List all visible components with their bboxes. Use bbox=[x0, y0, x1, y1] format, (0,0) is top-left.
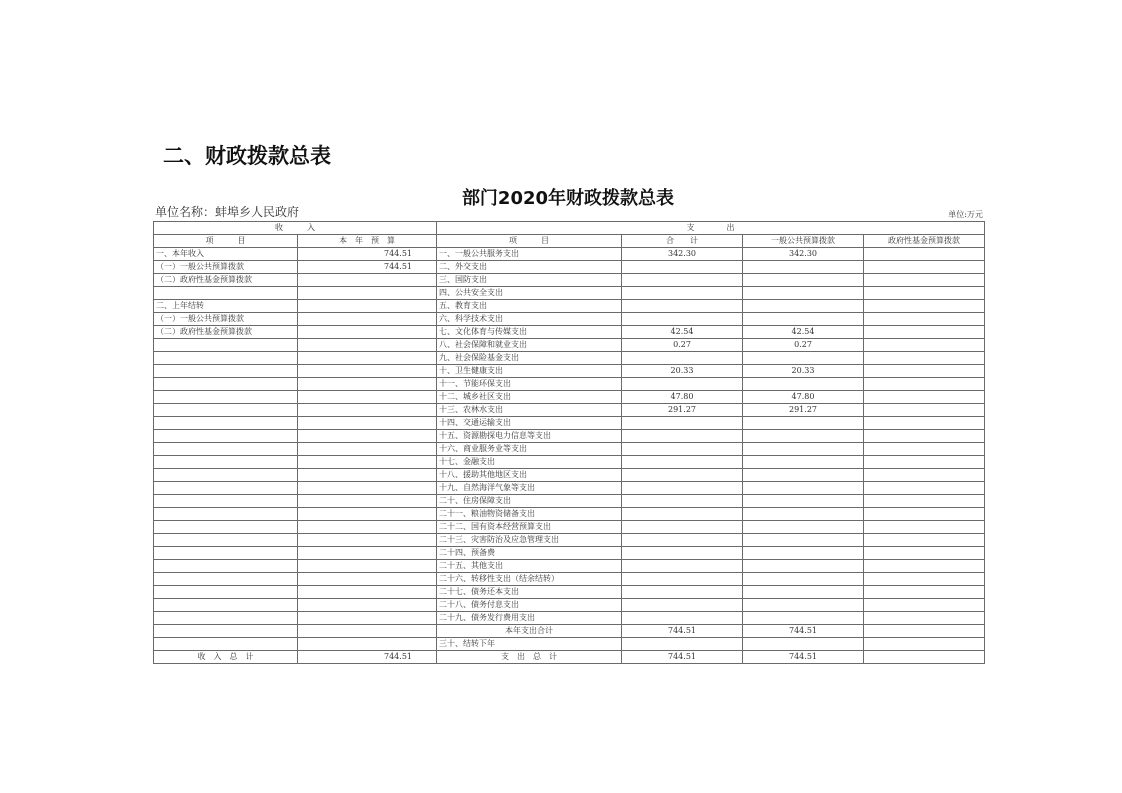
income-item-cell bbox=[154, 469, 298, 482]
expense-general-cell bbox=[743, 612, 864, 625]
expense-item-cell: 二十八、债务付息支出 bbox=[437, 599, 622, 612]
expense-fund-cell bbox=[864, 560, 985, 573]
income-item-cell bbox=[154, 612, 298, 625]
expense-item-header: 项 目 bbox=[437, 235, 622, 248]
table-row bbox=[154, 300, 985, 313]
income-item-cell: 一、本年收入 bbox=[154, 248, 298, 261]
expense-fund-cell bbox=[864, 365, 985, 378]
expense-general-cell bbox=[743, 469, 864, 482]
table-row bbox=[154, 313, 985, 326]
table-row bbox=[154, 339, 985, 352]
expense-total-cell: 342.30 bbox=[622, 248, 743, 261]
income-amount-cell bbox=[298, 612, 437, 625]
expense-grand-general: 744.51 bbox=[743, 651, 864, 664]
expense-fund-cell bbox=[864, 352, 985, 365]
table-row bbox=[154, 521, 985, 534]
carry-total bbox=[622, 638, 743, 651]
expense-fund-cell bbox=[864, 261, 985, 274]
expense-total-cell: 20.33 bbox=[622, 365, 743, 378]
expense-total-cell bbox=[622, 378, 743, 391]
expense-total-cell: 291.27 bbox=[622, 404, 743, 417]
income-amount-cell bbox=[298, 326, 437, 339]
expense-total-cell: 0.27 bbox=[622, 339, 743, 352]
income-item-header: 项 目 bbox=[154, 235, 298, 248]
empty-cell bbox=[154, 625, 298, 638]
income-item-cell bbox=[154, 391, 298, 404]
expense-general-cell bbox=[743, 534, 864, 547]
grand-total-row bbox=[154, 651, 985, 664]
expense-fund-cell bbox=[864, 404, 985, 417]
table-row bbox=[154, 287, 985, 300]
unit-currency-label: 单位:万元 bbox=[948, 210, 983, 219]
empty-cell bbox=[298, 625, 437, 638]
table-row bbox=[154, 508, 985, 521]
income-item-cell bbox=[154, 456, 298, 469]
expense-item-cell: 十九、自然海洋气象等支出 bbox=[437, 482, 622, 495]
header-row-columns bbox=[154, 235, 985, 248]
expense-general-cell: 0.27 bbox=[743, 339, 864, 352]
expense-general-cell bbox=[743, 261, 864, 274]
expense-general-cell bbox=[743, 495, 864, 508]
table-row bbox=[154, 560, 985, 573]
expense-general-cell bbox=[743, 352, 864, 365]
expense-total-cell bbox=[622, 287, 743, 300]
expense-fund-header: 政府性基金预算拨款 bbox=[864, 235, 985, 248]
expense-item-cell: 三、国防支出 bbox=[437, 274, 622, 287]
expense-general-cell bbox=[743, 274, 864, 287]
income-item-cell bbox=[154, 586, 298, 599]
income-total-label: 收 入 总 计 bbox=[154, 651, 298, 664]
expense-total-cell bbox=[622, 521, 743, 534]
income-item-cell bbox=[154, 573, 298, 586]
expense-total-cell bbox=[622, 534, 743, 547]
income-amount-cell bbox=[298, 300, 437, 313]
expense-total-cell bbox=[622, 586, 743, 599]
expense-fund-cell bbox=[864, 469, 985, 482]
income-amount-cell bbox=[298, 521, 437, 534]
expense-general-cell bbox=[743, 378, 864, 391]
expense-item-cell: 四、公共安全支出 bbox=[437, 287, 622, 300]
expense-item-cell: 十六、商业服务业等支出 bbox=[437, 443, 622, 456]
expense-total-cell bbox=[622, 599, 743, 612]
income-item-cell bbox=[154, 547, 298, 560]
table-row bbox=[154, 417, 985, 430]
expense-fund-cell bbox=[864, 599, 985, 612]
table-row bbox=[154, 456, 985, 469]
expense-total-cell bbox=[622, 612, 743, 625]
expense-item-cell: 二十四、预备费 bbox=[437, 547, 622, 560]
expense-item-cell: 十二、城乡社区支出 bbox=[437, 391, 622, 404]
table-row bbox=[154, 378, 985, 391]
income-item-cell bbox=[154, 508, 298, 521]
expense-header: 支 出 bbox=[437, 222, 985, 235]
expense-fund-cell bbox=[864, 430, 985, 443]
expense-item-cell: 二十五、其他支出 bbox=[437, 560, 622, 573]
expense-total-cell bbox=[622, 430, 743, 443]
table-row bbox=[154, 430, 985, 443]
expense-item-cell: 十八、援助其他地区支出 bbox=[437, 469, 622, 482]
income-amount-cell bbox=[298, 534, 437, 547]
expense-item-cell: 二十七、债务还本支出 bbox=[437, 586, 622, 599]
income-item-cell bbox=[154, 417, 298, 430]
expense-total-cell: 42.54 bbox=[622, 326, 743, 339]
expense-general-cell bbox=[743, 573, 864, 586]
income-item-cell bbox=[154, 443, 298, 456]
expense-total-cell bbox=[622, 495, 743, 508]
table-row bbox=[154, 248, 985, 261]
table-row bbox=[154, 326, 985, 339]
expense-total-cell bbox=[622, 313, 743, 326]
expense-fund-cell bbox=[864, 456, 985, 469]
income-budget-header: 本 年 预 算 bbox=[298, 235, 437, 248]
expense-general-cell: 342.30 bbox=[743, 248, 864, 261]
carry-fund bbox=[864, 638, 985, 651]
unit-name-label: 单位名称：蚌埠乡人民政府 bbox=[155, 205, 300, 219]
income-item-cell bbox=[154, 495, 298, 508]
expense-fund-cell bbox=[864, 274, 985, 287]
expense-general-cell: 291.27 bbox=[743, 404, 864, 417]
expense-fund-cell bbox=[864, 417, 985, 430]
income-item-cell bbox=[154, 482, 298, 495]
table-row bbox=[154, 612, 985, 625]
expense-general-cell bbox=[743, 443, 864, 456]
income-amount-cell bbox=[298, 287, 437, 300]
expense-general-cell bbox=[743, 456, 864, 469]
income-amount-cell bbox=[298, 482, 437, 495]
expense-item-cell: 十五、资源勘探电力信息等支出 bbox=[437, 430, 622, 443]
expense-item-cell: 二十九、债务发行费用支出 bbox=[437, 612, 622, 625]
expense-general-cell: 47.80 bbox=[743, 391, 864, 404]
expense-item-cell: 十四、交通运输支出 bbox=[437, 417, 622, 430]
expense-total-label: 支 出 总 计 bbox=[437, 651, 622, 664]
expense-total-cell bbox=[622, 508, 743, 521]
income-item-cell bbox=[154, 404, 298, 417]
income-amount-cell bbox=[298, 378, 437, 391]
income-amount-cell bbox=[298, 443, 437, 456]
expense-item-cell: 十、卫生健康支出 bbox=[437, 365, 622, 378]
expense-item-cell: 九、社会保险基金支出 bbox=[437, 352, 622, 365]
expense-item-cell: 二十六、转移性支出（结余结转） bbox=[437, 573, 622, 586]
income-amount-cell bbox=[298, 417, 437, 430]
income-item-cell bbox=[154, 430, 298, 443]
income-item-cell bbox=[154, 365, 298, 378]
table-row bbox=[154, 443, 985, 456]
expense-fund-cell bbox=[864, 573, 985, 586]
expense-total-cell bbox=[622, 469, 743, 482]
income-amount-cell bbox=[298, 508, 437, 521]
income-item-cell bbox=[154, 378, 298, 391]
expense-item-cell: 一、一般公共服务支出 bbox=[437, 248, 622, 261]
table-row bbox=[154, 586, 985, 599]
expense-item-cell: 二十、住房保障支出 bbox=[437, 495, 622, 508]
income-item-cell bbox=[154, 287, 298, 300]
expense-total-cell bbox=[622, 560, 743, 573]
expense-general-cell bbox=[743, 287, 864, 300]
expense-item-cell: 七、文化体育与传媒支出 bbox=[437, 326, 622, 339]
income-header: 收 入 bbox=[154, 222, 437, 235]
expense-fund-cell bbox=[864, 547, 985, 560]
expense-fund-cell bbox=[864, 534, 985, 547]
expense-total-cell: 47.80 bbox=[622, 391, 743, 404]
expense-total-cell bbox=[622, 300, 743, 313]
expense-item-cell: 十一、节能环保支出 bbox=[437, 378, 622, 391]
table-row bbox=[154, 495, 985, 508]
expense-total-cell bbox=[622, 456, 743, 469]
expense-fund-cell bbox=[864, 391, 985, 404]
expense-total-cell bbox=[622, 443, 743, 456]
expense-fund-cell bbox=[864, 482, 985, 495]
table-row bbox=[154, 404, 985, 417]
income-item-cell bbox=[154, 560, 298, 573]
income-amount-cell bbox=[298, 586, 437, 599]
income-item-cell bbox=[154, 534, 298, 547]
appropriation-table bbox=[153, 221, 985, 664]
expense-fund-cell bbox=[864, 300, 985, 313]
table-row bbox=[154, 261, 985, 274]
expense-general-cell bbox=[743, 547, 864, 560]
empty-cell bbox=[154, 638, 298, 651]
income-amount-cell bbox=[298, 339, 437, 352]
table-row bbox=[154, 352, 985, 365]
subtotal-label: 本年支出合计 bbox=[437, 625, 622, 638]
expense-fund-cell bbox=[864, 443, 985, 456]
header-row-group bbox=[154, 222, 985, 235]
empty-cell bbox=[298, 638, 437, 651]
table-row bbox=[154, 274, 985, 287]
expense-fund-cell bbox=[864, 326, 985, 339]
expense-total-cell bbox=[622, 352, 743, 365]
subtotal-general: 744.51 bbox=[743, 625, 864, 638]
table-row bbox=[154, 469, 985, 482]
table-row bbox=[154, 573, 985, 586]
income-amount-cell bbox=[298, 456, 437, 469]
subtotal-fund bbox=[864, 625, 985, 638]
income-amount-cell bbox=[298, 365, 437, 378]
expense-general-cell bbox=[743, 560, 864, 573]
expense-total-cell bbox=[622, 573, 743, 586]
income-amount-cell: 744.51 bbox=[298, 248, 437, 261]
expense-total-header: 合 计 bbox=[622, 235, 743, 248]
unit-line bbox=[153, 206, 983, 220]
income-amount-cell bbox=[298, 560, 437, 573]
income-amount-cell bbox=[298, 274, 437, 287]
expense-grand-total: 744.51 bbox=[622, 651, 743, 664]
expense-general-cell bbox=[743, 508, 864, 521]
income-amount-cell bbox=[298, 495, 437, 508]
expense-fund-cell bbox=[864, 378, 985, 391]
expense-item-cell: 二十一、粮油物资储备支出 bbox=[437, 508, 622, 521]
expense-total-cell bbox=[622, 547, 743, 560]
income-amount-cell bbox=[298, 547, 437, 560]
carry-row bbox=[154, 638, 985, 651]
expense-grand-fund bbox=[864, 651, 985, 664]
expense-general-cell bbox=[743, 313, 864, 326]
subtotal-total: 744.51 bbox=[622, 625, 743, 638]
income-total-amount: 744.51 bbox=[298, 651, 437, 664]
expense-general-cell bbox=[743, 430, 864, 443]
income-amount-cell bbox=[298, 391, 437, 404]
expense-fund-cell bbox=[864, 339, 985, 352]
expense-general-cell: 42.54 bbox=[743, 326, 864, 339]
expense-general-header: 一般公共预算拨款 bbox=[743, 235, 864, 248]
income-item-cell: （一）一般公共预算拨款 bbox=[154, 261, 298, 274]
income-amount-cell bbox=[298, 430, 437, 443]
expense-general-cell bbox=[743, 300, 864, 313]
expense-fund-cell bbox=[864, 287, 985, 300]
expense-item-cell: 十三、农林水支出 bbox=[437, 404, 622, 417]
income-amount-cell: 744.51 bbox=[298, 261, 437, 274]
expense-fund-cell bbox=[864, 495, 985, 508]
table-row bbox=[154, 547, 985, 560]
expense-item-cell: 十七、金融支出 bbox=[437, 456, 622, 469]
income-item-cell bbox=[154, 599, 298, 612]
expense-item-cell: 六、科学技术支出 bbox=[437, 313, 622, 326]
expense-fund-cell bbox=[864, 313, 985, 326]
expense-general-cell bbox=[743, 417, 864, 430]
expense-total-cell bbox=[622, 261, 743, 274]
expense-item-cell: 二十三、灾害防治及应急管理支出 bbox=[437, 534, 622, 547]
expense-fund-cell bbox=[864, 521, 985, 534]
table-title: 部门2020年财政拨款总表 bbox=[461, 188, 675, 209]
table-row bbox=[154, 534, 985, 547]
income-item-cell: （一）一般公共预算拨款 bbox=[154, 313, 298, 326]
income-amount-cell bbox=[298, 313, 437, 326]
income-amount-cell bbox=[298, 573, 437, 586]
carry-general bbox=[743, 638, 864, 651]
expense-general-cell bbox=[743, 599, 864, 612]
expense-total-cell bbox=[622, 417, 743, 430]
income-item-cell: （二）政府性基金预算拨款 bbox=[154, 326, 298, 339]
income-amount-cell bbox=[298, 469, 437, 482]
expense-item-cell: 二、外交支出 bbox=[437, 261, 622, 274]
expense-item-cell: 五、教育支出 bbox=[437, 300, 622, 313]
expense-total-cell bbox=[622, 482, 743, 495]
expense-fund-cell bbox=[864, 612, 985, 625]
table-row bbox=[154, 599, 985, 612]
income-item-cell bbox=[154, 521, 298, 534]
income-item-cell bbox=[154, 339, 298, 352]
expense-item-cell: 八、社会保障和就业支出 bbox=[437, 339, 622, 352]
table-row bbox=[154, 365, 985, 378]
table-row bbox=[154, 482, 985, 495]
carry-label: 三十、结转下年 bbox=[437, 638, 622, 651]
expense-general-cell bbox=[743, 521, 864, 534]
section-title: 二、财政拨款总表 bbox=[163, 144, 331, 168]
subtotal-row bbox=[154, 625, 985, 638]
income-item-cell bbox=[154, 352, 298, 365]
expense-fund-cell bbox=[864, 248, 985, 261]
income-amount-cell bbox=[298, 599, 437, 612]
income-amount-cell bbox=[298, 404, 437, 417]
expense-general-cell bbox=[743, 586, 864, 599]
income-item-cell: 二、上年结转 bbox=[154, 300, 298, 313]
expense-general-cell: 20.33 bbox=[743, 365, 864, 378]
expense-fund-cell bbox=[864, 586, 985, 599]
expense-item-cell: 二十二、国有资本经营预算支出 bbox=[437, 521, 622, 534]
expense-general-cell bbox=[743, 482, 864, 495]
income-item-cell: （二）政府性基金预算拨款 bbox=[154, 274, 298, 287]
expense-total-cell bbox=[622, 274, 743, 287]
expense-fund-cell bbox=[864, 508, 985, 521]
income-amount-cell bbox=[298, 352, 437, 365]
table-row bbox=[154, 391, 985, 404]
